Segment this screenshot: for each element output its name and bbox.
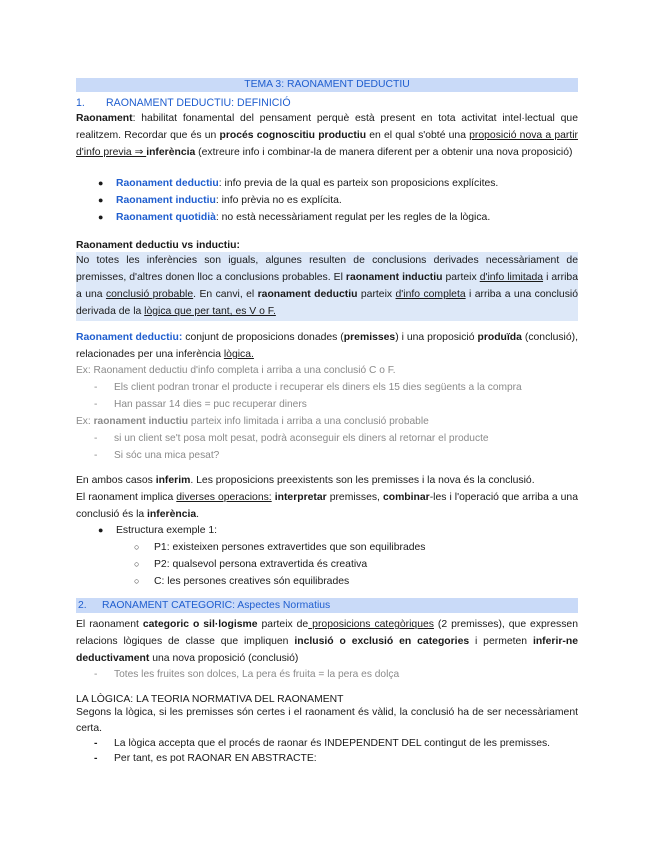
example-1: Ex: Raonament deductiu d'info completa i arriba a una conclusió C o F. [76, 365, 396, 376]
text-span: No totes les inferències son iguals, algunes resulten de conclusions derivades necessàriament de premisses, d'altres donen lloc a conclusions probables. El [76, 255, 578, 283]
text-span: : habilitat fonamental del pensament perquè està present en tota activitat intel·lectual que realitzem. Recordar que és un [76, 113, 578, 141]
bullet-dot: ● [98, 195, 104, 205]
text-span: . En canvi, el [193, 289, 258, 300]
premise-item: P2: qualsevol persona extravertida és creativa [154, 559, 368, 570]
example-item: Totes les fruites son dolces, La pera és fruita = la pera es dolça [114, 669, 400, 680]
dash-marker: - [94, 753, 98, 764]
example-item: si un client se't posa molt pesat, podrà aconseguir els diners al retornar el producte [114, 433, 489, 444]
text-span: parteix info limitada i arriba a una conclusió probable [188, 416, 429, 427]
bold-span: inferència [147, 509, 197, 520]
underlined-span: diverses operacions: [176, 492, 272, 503]
logic-item: La lògica accepta que el procés de raonar és INDEPENDENT DEL contingut de les premisses. [114, 738, 551, 749]
text-span: en el qual s'obté una [366, 130, 470, 141]
dash-marker: - [94, 399, 98, 410]
example-2 [76, 413, 578, 430]
bold-span: raonament deductiu [257, 289, 358, 300]
bullet-term: Raonament deductiu [116, 178, 219, 189]
raonament-definition [76, 110, 578, 161]
categoric-paragraph [76, 616, 578, 667]
vs-heading-text: Raonament deductiu vs inductiu: [76, 240, 240, 251]
both-cases-paragraph [76, 472, 578, 489]
section-1-number: 1. [76, 97, 85, 109]
text-span: . Les proposicions preexistents son les premisses i la nova és la conclusió. [190, 475, 535, 486]
term-raonament: Raonament [76, 113, 133, 124]
text-span: Ex: [76, 416, 94, 427]
underlined-span: lògica que per tant, es V o F. [144, 306, 276, 317]
text-span: i arriba a una [76, 272, 578, 300]
bullet-dot: ● [98, 178, 104, 188]
circle-bullet: ○ [134, 576, 140, 586]
text-span: premisses, [326, 492, 383, 503]
bullet-term: Raonament quotidià [116, 212, 216, 223]
bold-span: raonament inductiu [345, 272, 443, 283]
text-span: i permeten [469, 636, 533, 647]
section-2-heading [76, 598, 578, 613]
bullet-term: Raonament inductiu [116, 195, 216, 206]
text-span: El raonament [76, 619, 143, 630]
text-span: . [196, 509, 200, 520]
bold-span: raonament inductiu [93, 416, 189, 427]
section-2-title: RAONAMENT CATEGORIC: Aspectes Normatius [102, 600, 331, 611]
underlined-span: d'info completa [395, 289, 466, 300]
text-span: una nova proposició (conclusió) [149, 653, 299, 664]
example-item: Han passar 14 dies = puc recuperar diners [114, 399, 307, 410]
text-span: ) i una proposició [395, 332, 478, 343]
bold-span: inferir-ne deductivament [76, 636, 578, 664]
text-span: (extreure info i combinar-la de manera diferent per a obtenir una nova proposició) [195, 147, 573, 158]
underlined-span: proposicions categòriques [308, 619, 434, 630]
operations-paragraph [76, 489, 578, 523]
bold-span: categoric o sil·logisme [142, 619, 258, 630]
logic-heading: LA LÒGICA: LA TEORIA NORMATIVA DEL RAONAMENT [76, 694, 344, 705]
deductive-vs-inductive-paragraph [76, 252, 578, 321]
circle-bullet: ○ [134, 542, 140, 552]
bullet-text: : no està necessàriament regulat per les regles de la lògica. [215, 212, 491, 223]
section-1-heading [76, 96, 578, 110]
bold-span: inferim [155, 475, 191, 486]
bold-span: procés cognoscitiu productiu [219, 130, 367, 141]
dash-marker: - [94, 450, 98, 461]
text-span: parteix [442, 272, 480, 283]
section-1-title: RAONAMENT DEDUCTIU: DEFINICIÓ [106, 97, 291, 109]
logic-paragraph: Segons la lògica, si les premisses són certes i el raonament és vàlid, la conclusió ha de ser necessàriament certa. [76, 707, 578, 734]
bold-span: premisses [343, 332, 396, 343]
text-span: (2 premisses), que expressen relacions lògiques de classe que impliquen [76, 619, 578, 647]
underlined-span: conclusió probable [105, 289, 194, 300]
text-span: -les i l'operació que arriba a una conclusió és la [76, 492, 578, 520]
bold-span: inferència [146, 147, 196, 158]
dash-marker: - [94, 738, 98, 749]
logic-item: Per tant, es pot RAONAR EN ABSTRACTE: [114, 753, 317, 764]
bullet-dot: ● [98, 212, 104, 222]
deductive-definition [76, 329, 578, 363]
text-span: (conclusió), relacionades per una inferència [76, 332, 578, 360]
dash-marker: - [94, 669, 98, 680]
example-item: Els client podran tronar el producte i recuperar els diners els 15 dies següents a la compra [114, 382, 522, 393]
page-title: TEMA 3: RAONAMENT DEDUCTIU [76, 78, 578, 92]
bold-span: combinar [382, 492, 430, 503]
underlined-span: d'info limitada [479, 272, 544, 283]
text-span: conjunt de proposicions donades ( [182, 332, 344, 343]
underlined-span: proposició nova a partir d'info previa ⇒ [76, 130, 578, 158]
section-2-number: 2. [78, 600, 87, 611]
example-item: Si sóc una mica pesat? [114, 450, 220, 461]
bold-span: interpretar [274, 492, 327, 503]
bullet-dot: ● [98, 525, 104, 535]
text-span: En ambos casos [76, 475, 156, 486]
bullet-text: : info prèvia no es explícita. [215, 195, 342, 206]
dash-marker: - [94, 433, 98, 444]
structure-label: Estructura exemple 1: [116, 525, 218, 536]
premise-item: P1: existeixen persones extravertides que son equilibrades [154, 542, 426, 553]
bold-span: produïda [477, 332, 522, 343]
circle-bullet: ○ [134, 559, 140, 569]
text-span: parteix [357, 289, 396, 300]
underlined-span: lògica. [223, 349, 254, 360]
dash-marker: - [94, 382, 98, 393]
term-deductiu: Raonament deductiu: [76, 332, 183, 343]
text-span: i arriba a una conclusió derivada de la [76, 289, 578, 317]
text-span: parteix de [257, 619, 309, 630]
text-span: El raonament implica [76, 492, 177, 503]
bold-span: inclusió o exclusió en categories [294, 636, 470, 647]
conclusion-item: C: les persones creatives són equilibrades [154, 576, 350, 587]
bullet-text: : info previa de la qual es parteix son proposicions explícites. [218, 178, 499, 189]
